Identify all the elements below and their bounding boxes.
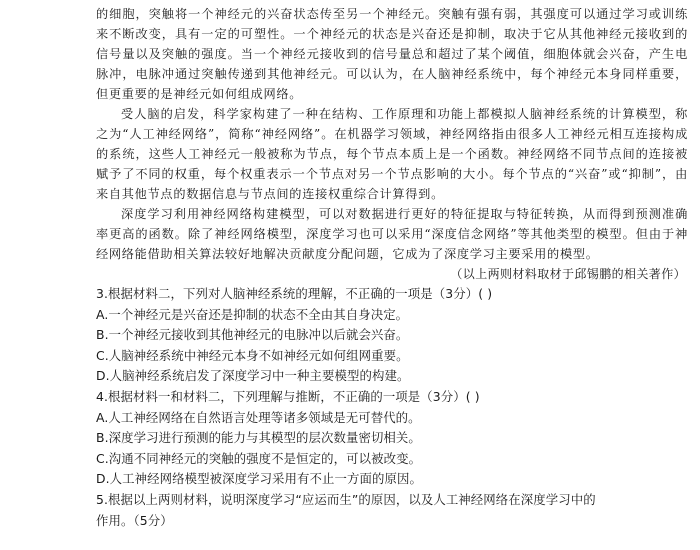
question-3-option-d: D.人脑神经系统启发了深度学习中一种主要模型的构建。 [96, 368, 410, 384]
question-5 [96, 490, 688, 531]
question-5-stem: 5.根据以上两则材料，说明深度学习“应运而生”的原因，以及人工神经网络在深度学习中的作用。（5分） [96, 491, 596, 528]
question-4-option-c: C.沟通不同神经元的突触的强度不是恒定的，可以被改变。 [96, 450, 422, 466]
question-3-option-a: A.一个神经元是兴奋还是抑制的状态不全由其自身决定。 [96, 306, 409, 322]
question-4 [96, 387, 688, 490]
question-3-option-c: C.人脑神经系统中神经元本身不如神经元如何组网重要。 [96, 347, 409, 363]
material-paragraph-2: 受人脑的启发，科学家构建了一种在结构、工作原理和功能上都模拟人脑神经系统的计算模型，称之为“人工神经网络”，简称“神经网络”。在机器学习领域，神经网络指由很多人工神经元相互连接构成的系统，这些人工神经元一般被称为节点，每个节点本质上是一个函数。神经网络不同节点间的连接被赋予了不同的权重，每个权重表示一个节点对另一个节点影响的大小。每个节点的“兴奋”或“抑制”，由来自其他节点的数据信息与节点间的连接权重综合计算得到。 [96, 107, 688, 201]
question-4-option-a: A.人工神经网络在自然语言处理等诸多领域是无可替代的。 [96, 409, 421, 425]
question-3-stem: 3.根据材料二，下列对人脑神经系统的理解，不正确的一项是（3分）( ) [96, 286, 493, 301]
question-4-option-d: D.人工神经网络模型被深度学习采用有不止一方面的原因。 [96, 471, 422, 487]
material-paragraph-3: 深度学习利用神经网络构建模型，可以对数据进行更好的特征提取与特征转换，从而得到预测准确率更高的函数。除了神经网络模型，深度学习也可以采用“深度信念网络”等其他类型的模型。但由于神经网络能借助相关算法较好地解决贡献度分配问题，它成为了深度学习主要采用的模型。 [96, 207, 688, 261]
material-paragraph-1: 的细胞，突触将一个神经元的兴奋状态传至另一个神经元。突触有强有弱，其强度可以通过学习或训练来不断改变，具有一定的可塑性。一个神经元的状态是兴奋还是抑制，取决于它从其他神经元接收到的信号量以及突触的强度。当一个神经元接收到的信号量总和超过了某个阈值，细胞体就会兴奋，产生电脉冲，电脉冲通过突触传递到其他神经元。可以认为，在人脑神经系统中，每个神经元本身同样重要，但更重要的是神经元如何组成网络。 [96, 7, 688, 101]
question-3-option-b: B.一个神经元接收到其他神经元的电脉冲以后就会兴奋。 [96, 327, 409, 343]
question-4-option-b: B.深度学习进行预测的能力与其模型的层次数量密切相关。 [96, 430, 421, 446]
question-3 [96, 284, 688, 387]
question-4-stem: 4.根据材料一和材料二，下列理解与推断，不正确的一项是（3分）( ) [96, 388, 480, 404]
material-source: （以上两则材料取材于邱锡鹏的相关著作） [450, 267, 686, 281]
